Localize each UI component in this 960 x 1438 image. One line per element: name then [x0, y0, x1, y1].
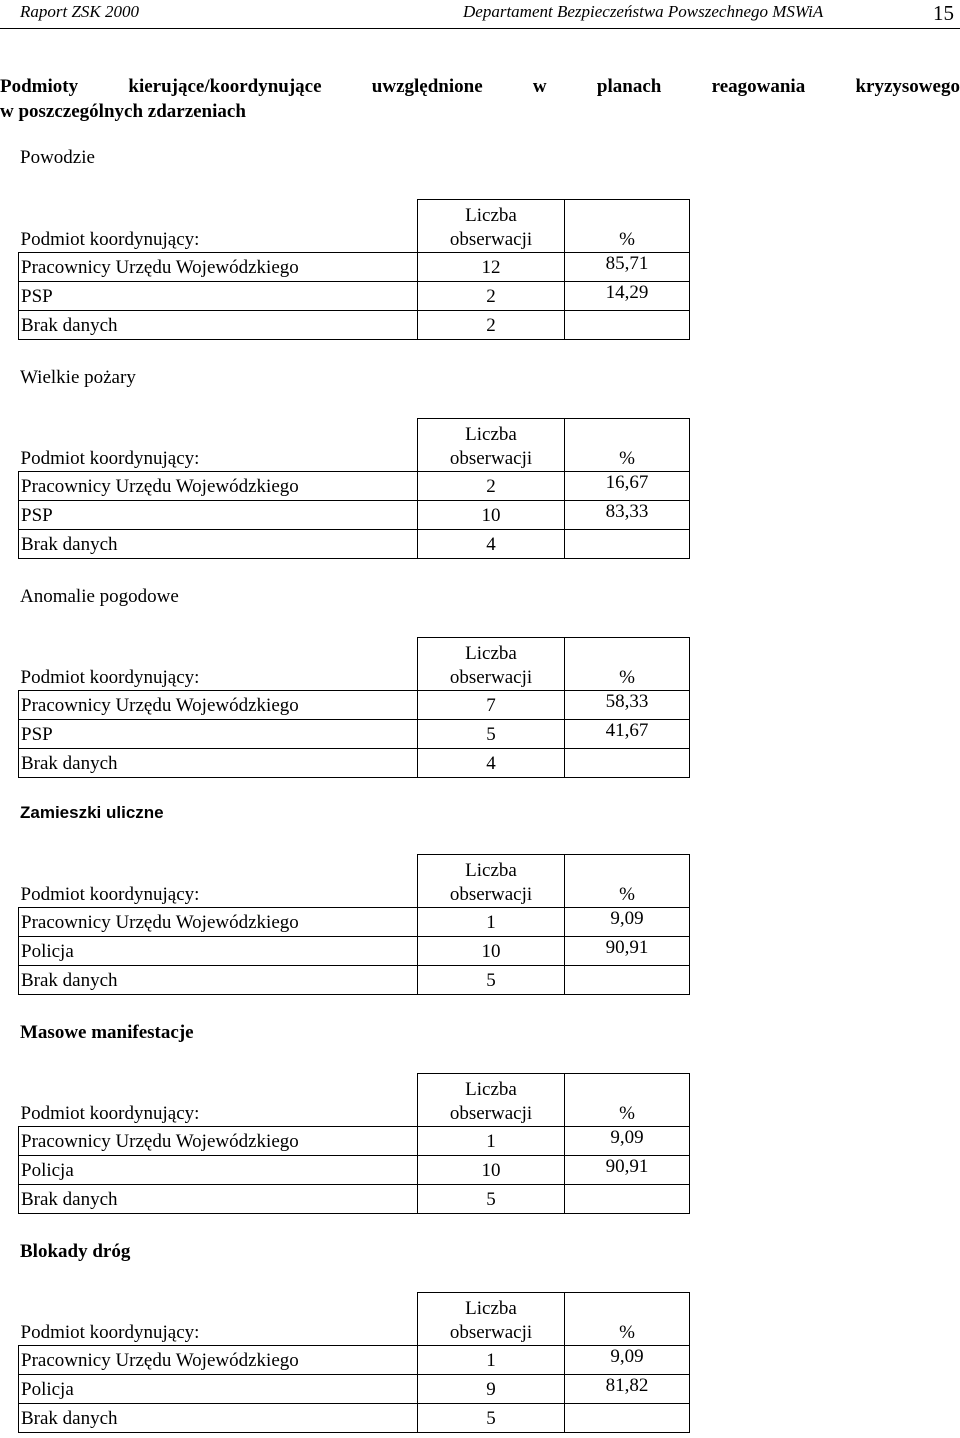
section-title: Masowe manifestacje — [20, 1022, 194, 1043]
percent-cell — [565, 282, 690, 311]
percent-value: 9,09 — [610, 907, 644, 929]
percent-value: 90,91 — [605, 1155, 649, 1177]
table-header-row — [19, 200, 690, 253]
table-row — [19, 1346, 690, 1375]
entity-header-label: Podmiot koordynujący: — [20, 229, 200, 250]
entity-column-header — [19, 638, 418, 691]
table-row — [19, 1404, 690, 1433]
observations-table — [18, 199, 690, 340]
percent-header-label: % — [619, 667, 635, 688]
count-column-header — [418, 638, 565, 691]
count-header-line1: Liczba — [465, 643, 517, 664]
percent-header-label: % — [619, 448, 635, 469]
count-cell: 2 — [418, 472, 565, 501]
count-cell: 5 — [418, 1404, 565, 1433]
table-row — [19, 501, 690, 530]
table-row — [19, 253, 690, 282]
title-word: w — [532, 76, 547, 97]
count-header-line2: obserwacji — [449, 884, 533, 905]
entity-header-label: Podmiot koordynujący: — [20, 448, 200, 469]
table-row — [19, 908, 690, 937]
table-row — [19, 937, 690, 966]
entity-cell: Pracownicy Urzędu Wojewódzkiego — [19, 1346, 418, 1375]
percent-value: 14,29 — [605, 281, 649, 303]
count-cell: 5 — [418, 966, 565, 995]
entity-cell: Pracownicy Urzędu Wojewódzkiego — [19, 1127, 418, 1156]
count-cell: 9 — [418, 1375, 565, 1404]
count-cell: 2 — [418, 282, 565, 311]
percent-value: 41,67 — [605, 719, 649, 741]
entity-header-label: Podmiot koordynujący: — [20, 667, 200, 688]
observations-table — [18, 854, 690, 995]
entity-column-header — [19, 1293, 418, 1346]
entity-cell: Pracownicy Urzędu Wojewódzkiego — [19, 691, 418, 720]
percent-column-header — [565, 638, 690, 691]
title-line-1 — [0, 74, 960, 99]
table-row — [19, 1156, 690, 1185]
count-cell: 1 — [418, 1127, 565, 1156]
percent-cell — [565, 937, 690, 966]
table-row — [19, 720, 690, 749]
table-row — [19, 311, 690, 340]
entity-column-header — [19, 1074, 418, 1127]
percent-cell — [565, 472, 690, 501]
count-header-line2: obserwacji — [449, 448, 533, 469]
count-cell: 2 — [418, 311, 565, 340]
percent-column-header — [565, 1074, 690, 1127]
entity-cell: Policja — [19, 1156, 418, 1185]
table-header-row — [19, 1293, 690, 1346]
table-row — [19, 1185, 690, 1214]
observations-table — [18, 1073, 690, 1214]
count-cell: 4 — [418, 749, 565, 778]
report-name: Raport ZSK 2000 — [20, 2, 140, 21]
title-word: reagowania — [711, 76, 806, 97]
percent-cell — [565, 530, 690, 559]
entity-header-label: Podmiot koordynujący: — [20, 1322, 200, 1343]
table-row — [19, 749, 690, 778]
table-row — [19, 691, 690, 720]
count-header-line1: Liczba — [465, 205, 517, 226]
percent-column-header — [565, 1293, 690, 1346]
entity-cell: Brak danych — [19, 1404, 418, 1433]
percent-column-header — [565, 855, 690, 908]
count-cell: 1 — [418, 1346, 565, 1375]
entity-column-header — [19, 419, 418, 472]
percent-header-label: % — [619, 229, 635, 250]
count-cell: 10 — [418, 1156, 565, 1185]
entity-column-header — [19, 200, 418, 253]
percent-cell — [565, 253, 690, 282]
count-column-header — [418, 200, 565, 253]
entity-cell: Brak danych — [19, 1185, 418, 1214]
percent-cell — [565, 501, 690, 530]
percent-cell — [565, 720, 690, 749]
entity-cell: Policja — [19, 937, 418, 966]
count-column-header — [418, 855, 565, 908]
count-header-line1: Liczba — [465, 1298, 517, 1319]
percent-column-header — [565, 200, 690, 253]
section-title: Wielkie pożary — [20, 367, 136, 388]
title-word: uwzględnione — [371, 76, 483, 97]
count-cell: 12 — [418, 253, 565, 282]
entity-cell: Pracownicy Urzędu Wojewódzkiego — [19, 253, 418, 282]
entity-cell: PSP — [19, 501, 418, 530]
percent-cell — [565, 1156, 690, 1185]
count-cell: 7 — [418, 691, 565, 720]
percent-column-header — [565, 419, 690, 472]
percent-value: 81,82 — [605, 1374, 649, 1396]
title-word: kierujące/koordynujące — [128, 76, 322, 97]
section-title: Powodzie — [20, 147, 95, 168]
count-header-line1: Liczba — [465, 1079, 517, 1100]
count-header-line1: Liczba — [465, 424, 517, 445]
title-word: planach — [596, 76, 662, 97]
percent-header-label: % — [619, 1322, 635, 1343]
percent-cell — [565, 1346, 690, 1375]
count-header-line2: obserwacji — [449, 667, 533, 688]
entity-cell: PSP — [19, 282, 418, 311]
observations-table — [18, 637, 690, 778]
page-number: 15 — [933, 1, 954, 25]
percent-cell — [565, 1185, 690, 1214]
title-word: kryzysowego — [855, 76, 960, 97]
count-column-header — [418, 1074, 565, 1127]
count-column-header — [418, 1293, 565, 1346]
count-cell: 1 — [418, 908, 565, 937]
table-row — [19, 472, 690, 501]
observations-table — [18, 1292, 690, 1433]
count-cell: 10 — [418, 501, 565, 530]
entity-cell: PSP — [19, 720, 418, 749]
percent-cell — [565, 1127, 690, 1156]
count-header-line2: obserwacji — [449, 229, 533, 250]
percent-header-label: % — [619, 1103, 635, 1124]
count-cell: 5 — [418, 1185, 565, 1214]
percent-cell — [565, 1404, 690, 1433]
entity-cell: Brak danych — [19, 966, 418, 995]
percent-cell — [565, 1375, 690, 1404]
title-line-2: w poszczególnych zdarzeniach — [0, 101, 246, 122]
section-title: Blokady dróg — [20, 1241, 131, 1262]
count-column-header — [418, 419, 565, 472]
section-title: Zamieszki uliczne — [20, 803, 164, 822]
table-header-row — [19, 419, 690, 472]
page-title — [0, 74, 960, 124]
entity-cell: Pracownicy Urzędu Wojewódzkiego — [19, 908, 418, 937]
title-word: Podmioty — [0, 76, 79, 97]
percent-value: 83,33 — [605, 500, 649, 522]
table-row — [19, 1375, 690, 1404]
percent-value: 9,09 — [610, 1345, 644, 1367]
section-title: Anomalie pogodowe — [20, 586, 179, 607]
count-header-line2: obserwacji — [449, 1322, 533, 1343]
count-cell: 5 — [418, 720, 565, 749]
entity-cell: Brak danych — [19, 749, 418, 778]
percent-value: 58,33 — [605, 690, 649, 712]
entity-header-label: Podmiot koordynujący: — [20, 884, 200, 905]
table-row — [19, 966, 690, 995]
percent-cell — [565, 311, 690, 340]
table-header-row — [19, 855, 690, 908]
count-header-line2: obserwacji — [449, 1103, 533, 1124]
table-row — [19, 1127, 690, 1156]
entity-cell: Policja — [19, 1375, 418, 1404]
percent-cell — [565, 749, 690, 778]
count-cell: 4 — [418, 530, 565, 559]
table-header-row — [19, 1074, 690, 1127]
table-row — [19, 282, 690, 311]
department-name: Departament Bezpieczeństwa Powszechnego MSWiA — [463, 2, 824, 21]
percent-value: 9,09 — [610, 1126, 644, 1148]
percent-cell — [565, 691, 690, 720]
entity-cell: Pracownicy Urzędu Wojewódzkiego — [19, 472, 418, 501]
entity-column-header — [19, 855, 418, 908]
percent-value: 85,71 — [605, 252, 649, 274]
percent-cell — [565, 966, 690, 995]
percent-value: 16,67 — [605, 471, 649, 493]
entity-cell: Brak danych — [19, 311, 418, 340]
page-header — [0, 0, 960, 29]
count-header-line1: Liczba — [465, 860, 517, 881]
percent-value: 90,91 — [605, 936, 649, 958]
table-row — [19, 530, 690, 559]
entity-header-label: Podmiot koordynujący: — [20, 1103, 200, 1124]
percent-header-label: % — [619, 884, 635, 905]
observations-table — [18, 418, 690, 559]
entity-cell: Brak danych — [19, 530, 418, 559]
percent-cell — [565, 908, 690, 937]
count-cell: 10 — [418, 937, 565, 966]
table-header-row — [19, 638, 690, 691]
